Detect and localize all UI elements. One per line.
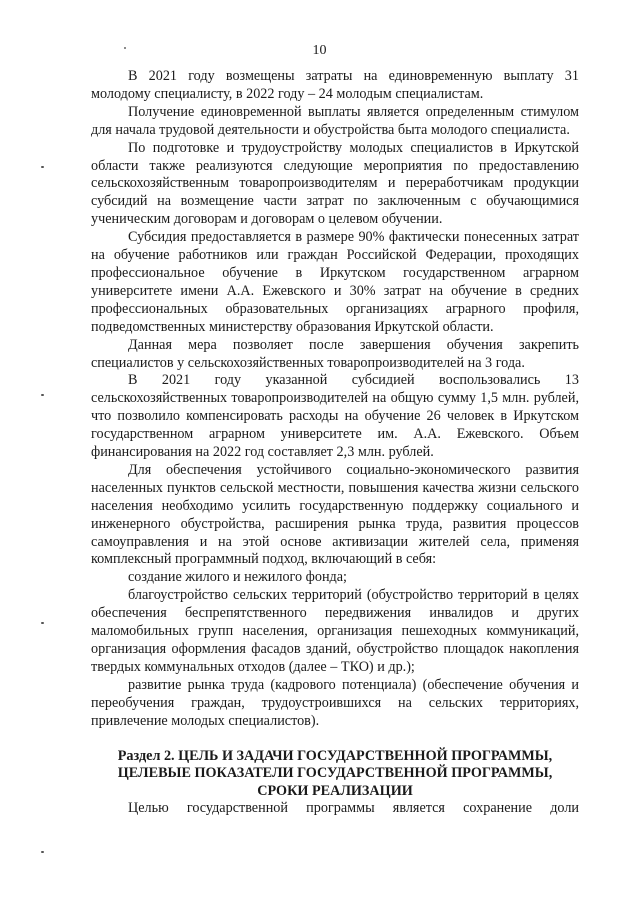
section-heading-line: СРОКИ РЕАЛИЗАЦИИ	[257, 782, 413, 799]
scan-margin-mark	[41, 622, 44, 624]
list-item-landscaping: благоустройство сельских территорий (обустройство территорий в целях обеспечения беспрепятственного передвижения инвалидов и других маломобильных групп населения, организация пешеходных коммуникаций, организация оформления фасадов зданий, обустройство площадок накопления твердых коммунальных отходов (далее – ТКО) и др.);	[91, 587, 579, 675]
page-number: 10	[312, 43, 327, 58]
document-body	[91, 68, 579, 818]
paragraph-subsidy-2021: В 2021 году указанной субсидией воспользовались 13 сельскохозяйственных товаропроизводителей на общую сумму 1,5 млн. рублей, что позволило компенсировать расходы на обучение 26 человек в Иркутском государственном аграрном университете им. А.А. Ежевского. Объем финансирования на 2022 год составляет 2,3 млн. рублей.	[91, 372, 579, 461]
scan-margin-mark	[41, 851, 44, 853]
section-heading-line: Раздел 2. ЦЕЛЬ И ЗАДАЧИ ГОСУДАРСТВЕННОЙ ПРОГРАММЫ,	[117, 747, 553, 764]
list-item-labor-market: развитие рынка труда (кадрового потенциала) (обеспечение обучения и переобучения граждан, трудоустроившихся на сельских территориях, привлечение молодых специалистов).	[91, 676, 579, 729]
paragraph-program-goal: Целью государственной программы является сохранение доли	[128, 800, 579, 817]
paragraph-subsidy-size: Субсидия предоставляется в размере 90% фактически понесенных затрат на обучение работников или граждан Российской Федерации, проходящих профессиональное обучение в Иркутском государственном аграрном университете имени А.А. Ежевского и 30% затрат на обучение в средних профессиональных образовательных организациях аграрного профиля, подведомственных министерству образования Иркутской области.	[91, 229, 579, 335]
paragraph-young-specialists-payment: В 2021 году возмещены затраты на единовременную выплату 31 молодому специалисту, в 2022 году – 24 молодым специалистам.	[91, 68, 579, 102]
list-item-housing: создание жилого и нежилого фонда;	[128, 569, 347, 586]
paragraph-rural-development: Для обеспечения устойчивого социально-экономического развития населенных пунктов сельской местности, повышения качества жизни сельского населения необходимо усилить государственную поддержку социального и инженерного обустройства, расширения рынка труда, развития процессов самоуправления и на этой основе активизации жителей села, применяя комплексный программный подход, включающий в себя:	[91, 461, 579, 568]
paragraph-measure-effect: Данная мера позволяет после завершения обучения закрепить специалистов у сельскохозяйственных товаропроизводителей на 3 года.	[91, 336, 579, 371]
section-heading-line: ЦЕЛЕВЫЕ ПОКАЗАТЕЛИ ГОСУДАРСТВЕННОЙ ПРОГРАММЫ,	[117, 765, 553, 782]
scan-margin-mark	[41, 394, 44, 396]
paragraph-training-measures: По подготовке и трудоустройству молодых специалистов в Иркутской области также реализуются следующие мероприятия по предоставлению сельскохозяйственным товаропроизводителям и переработчикам продукции субсидий на возмещение части затрат по заключенным с обучающимися ученическим договорам и договорам о целевом обучении.	[91, 139, 579, 228]
paragraph-payment-incentive: Получение единовременной выплаты является определенным стимулом для начала трудовой деятельности и обустройства быта молодого специалиста.	[91, 103, 579, 138]
scan-margin-mark	[41, 166, 44, 168]
section-heading	[91, 748, 579, 801]
